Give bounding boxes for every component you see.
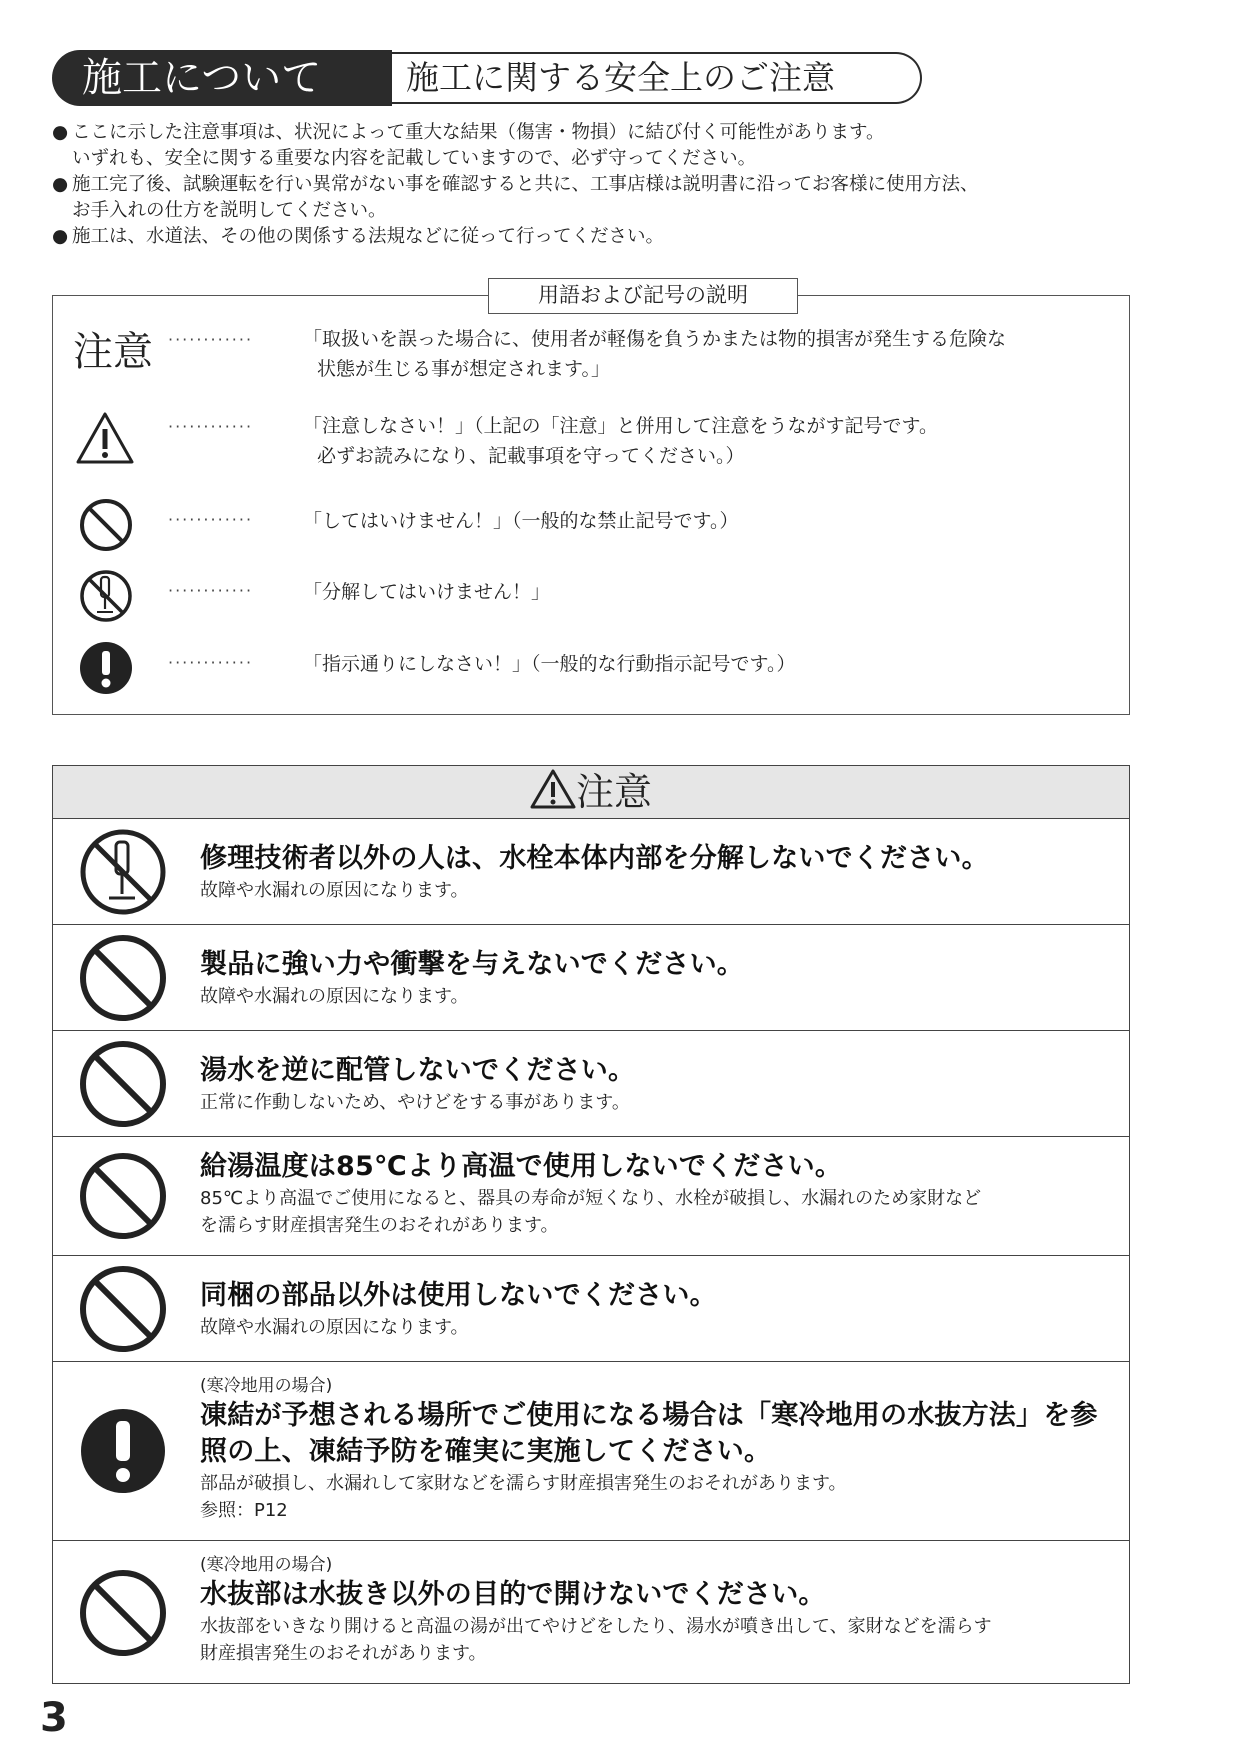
caution-main: 同梱の部品以外は使用しないでください。 [200, 1280, 717, 1311]
reference-page: 参照：P12 [200, 1500, 288, 1521]
caution-table [52, 765, 1130, 1684]
caution-row [53, 925, 1129, 1031]
caution-word: 注意 [73, 329, 153, 375]
warning-triangle-icon [530, 769, 576, 809]
prohibition-icon [79, 1569, 167, 1657]
prohibition-icon [79, 498, 133, 552]
caution-detail: 部品が破損し、水漏れして家財などを濡らす財産損害発生のおそれがあります。 [200, 1473, 847, 1494]
caution-detail: 故障や水漏れの原因になります。 [200, 986, 469, 1007]
caution-heading: 注意 [53, 766, 1129, 819]
caution-main: 修理技術者以外の人は、水栓本体内部を分解しないでください。 [200, 843, 989, 874]
caution-detail: 正常に作動しないため、やけどをする事があります。 [200, 1092, 630, 1113]
caution-detail: 水抜部をいきなり開けると高温の湯が出てやけどをしたり、湯水が噴き出して、家財などを濡らす [200, 1616, 992, 1637]
prohibition-icon [79, 1152, 167, 1240]
terms-title: 用語および記号の説明 [488, 278, 798, 314]
caution-row [53, 819, 1129, 925]
mandatory-action-icon [79, 641, 133, 695]
caution-detail: 故障や水漏れの原因になります。 [200, 1317, 469, 1338]
caution-row [53, 1031, 1129, 1137]
mandatory-action-icon [79, 1407, 167, 1495]
no-disassembly-icon [79, 569, 133, 623]
section-subtitle: 施工に関する安全上のご注意 [386, 52, 922, 104]
caution-main: 給湯温度は85℃より高温で使用しないでください。 [200, 1151, 843, 1182]
caution-row [53, 1137, 1129, 1256]
warning-triangle-icon [75, 411, 135, 465]
section-title: 施工について [52, 50, 392, 106]
prohibition-icon [79, 934, 167, 1022]
terms-box: 用語および記号の説明 注意 ············ 「取扱いを誤った場合に、使用者が軽傷を負うかまたは物的損害が発生する危険な 状態が生じる事が想定されます。」 ············ 「注意しなさい！」（上記の「注意」と併用して注意をうながす記号です。 必ずお読みになり、記載事項を守ってください。） ············ 「してはいけません！」（一般的な禁止記号です。） ············ 「分解してはいけません！」 ············ 「指示通りにしなさい！」（一般的な行動指示記号です。） [52, 295, 1130, 715]
section-header [52, 50, 924, 106]
caution-main: 湯水を逆に配管しないでください。 [200, 1055, 636, 1086]
caution-row [53, 1256, 1129, 1362]
page-number: 3 [40, 1695, 68, 1741]
prohibition-icon [79, 1040, 167, 1128]
caution-main: 製品に強い力や衝撃を与えないでください。 [200, 949, 744, 980]
caution-main: 凍結が予想される場所でご使用になる場合は「寒冷地用の水抜方法」を参 [200, 1400, 1098, 1431]
intro-item: ● ここに示した注意事項は、状況によって重大な結果（傷害・物損）に結び付く可能性があります。 [52, 122, 885, 143]
caution-main: 水抜部は水抜き以外の目的で開けないでください。 [200, 1579, 826, 1610]
intro-item: ● 施工は、水道法、その他の関係する法規などに従って行ってください。 [52, 226, 665, 247]
caution-detail: 財産損害発生のおそれがあります。 [200, 1643, 487, 1664]
prohibition-icon [79, 1265, 167, 1353]
caution-detail: 85℃より高温でご使用になると、器具の寿命が短くなり、水栓が破損し、水漏れのため家財など [200, 1188, 982, 1209]
caution-condition: (寒冷地用の場合) [200, 1555, 333, 1575]
caution-main: 照の上、凍結予防を確実に実施してください。 [200, 1436, 772, 1467]
caution-detail: 故障や水漏れの原因になります。 [200, 880, 469, 901]
caution-row [53, 1541, 1129, 1683]
no-disassembly-icon [79, 828, 167, 916]
intro-notes: ● ここに示した注意事項は、状況によって重大な結果（傷害・物損）に結び付く可能性があります。 いずれも、安全に関する重要な内容を記載していますので、必ず守ってください。 ● 施工完了後、試験運転を行い異常がない事を確認すると共に、工事店様は説明書に沿ってお客様に使用方法、 お手入れの仕方を説明してください。 ● 施工は、水道法、その他の関係する法規などに従って行ってください。 [52, 120, 1172, 250]
intro-item: ● 施工完了後、試験運転を行い異常がない事を確認すると共に、工事店様は説明書に沿ってお客様に使用方法、 [52, 174, 979, 195]
caution-detail: を濡らす財産損害発生のおそれがあります。 [200, 1215, 559, 1236]
caution-row [53, 1362, 1129, 1541]
caution-condition: (寒冷地用の場合) [200, 1376, 333, 1396]
